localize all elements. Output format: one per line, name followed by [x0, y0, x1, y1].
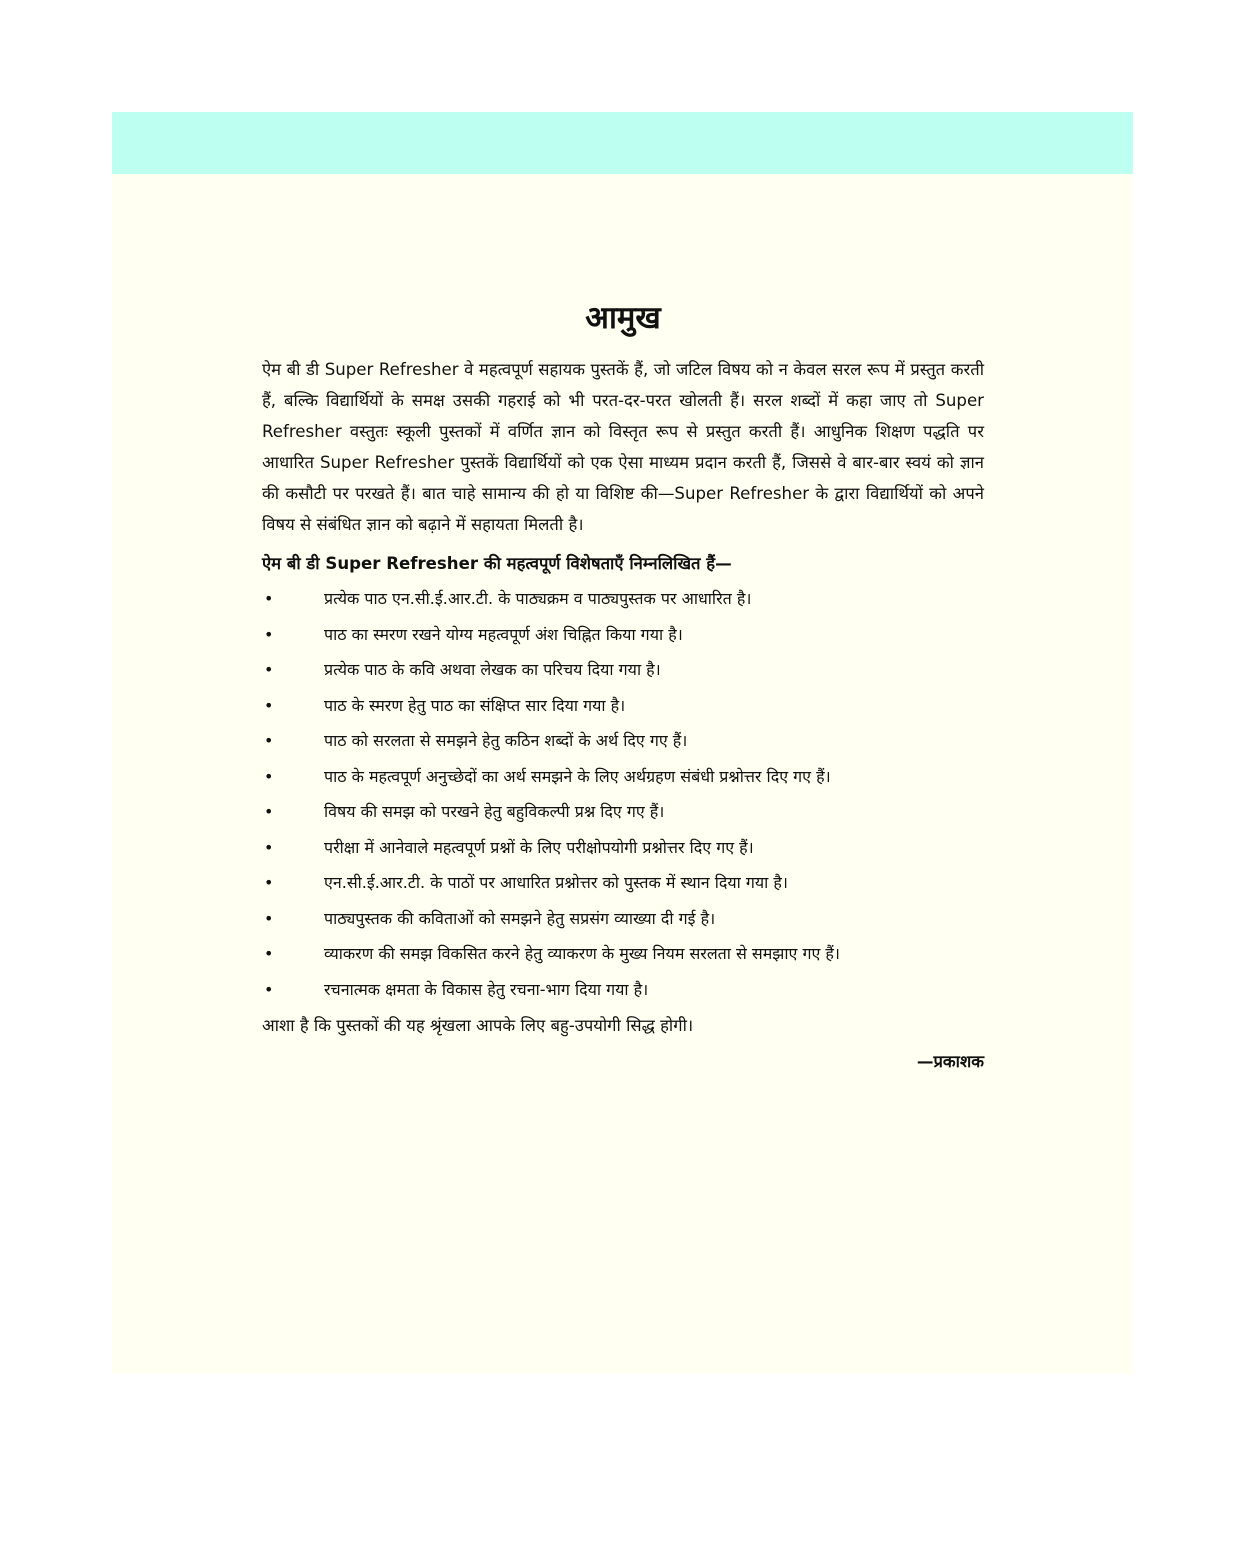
list-item [262, 972, 984, 1008]
list-item [262, 830, 984, 866]
feature-text: एन.सी.ई.आर.टी. के पाठों पर आधारित प्रश्नोत्तर को पुस्तक में स्थान दिया गया है। [324, 873, 788, 892]
list-item [262, 581, 984, 617]
closing-paragraph: आशा है कि पुस्तकों की यह श्रृंखला आपके लिए बहु-उपयोगी सिद्ध होगी। [262, 1016, 694, 1035]
bullet-icon: • [264, 695, 274, 715]
list-item [262, 723, 984, 759]
bullet-icon: • [264, 624, 274, 644]
feature-text: रचनात्मक क्षमता के विकास हेतु रचना-भाग दिया गया है। [324, 979, 649, 999]
bullet-icon: • [264, 944, 274, 963]
list-item [262, 936, 984, 972]
list-item [262, 688, 984, 724]
preface-content [262, 296, 984, 1080]
page-title: आमुख [585, 300, 661, 336]
features-list [262, 581, 984, 1007]
bullet-icon: • [264, 873, 274, 892]
feature-text: परीक्षा में आनेवाले महत्वपूर्ण प्रश्नों के लिए परीक्षोपयोगी प्रश्नोत्तर दिए गए हैं। [324, 837, 754, 857]
feature-text: विषय की समझ को परखने हेतु बहुविकल्पी प्रश्न दिए गए हैं। [324, 802, 665, 821]
list-item [262, 794, 984, 830]
bullet-icon: • [264, 766, 274, 786]
feature-text: प्रत्येक पाठ के कवि अथवा लेखक का परिचय दिया गया है। [324, 660, 661, 679]
bullet-icon: • [264, 979, 274, 999]
intro-paragraph: ऐम बी डी Super Refresher वे महत्वपूर्ण सहायक पुस्तकें हैं, जो जटिल विषय को न केवल सरल रूप में प्रस्तुत करती हैं, बल्कि विद्यार्थियों के समक्ष उसकी गहराई को भी परत-दर-परत खोलती हैं। सरल शब्दों में कहा जाए तो Super Refresher वस्तुतः स्कूली पुस्तकों में वर्णित ज्ञान को विस्तृत रूप से प्रस्तुत करती हैं। आधुनिक शिक्षण पद्धति पर आधारित Super Refresher पुस्तकें विद्यार्थियों को एक ऐसा माध्यम प्रदान करती हैं, जिससे वे बार-बार स्वयं को ज्ञान की कसौटी पर परखते हैं। बात चाहे सामान्य की हो या विशिष्ट की—Super Refresher के द्वारा विद्यार्थियों को अपने विषय से संबंधित ज्ञान को बढ़ाने में सहायता मिलती है। [262, 360, 984, 534]
feature-text: पाठ्यपुस्तक की कविताओं को समझने हेतु सप्रसंग व्याख्या दी गई है। [324, 908, 716, 928]
bullet-icon: • [264, 589, 274, 608]
list-item [262, 652, 984, 688]
list-item [262, 901, 984, 937]
publisher-signature: —प्रकाशक [916, 1052, 984, 1071]
list-item [262, 617, 984, 653]
feature-text: प्रत्येक पाठ एन.सी.ई.आर.टी. के पाठ्यक्रम व पाठ्यपुस्तक पर आधारित है। [324, 589, 752, 608]
header-band [112, 112, 1133, 174]
bullet-icon: • [264, 837, 274, 857]
features-heading: ऐम बी डी Super Refresher की महत्वपूर्ण विशेषताएँ निम्नलिखित हैं— [262, 554, 732, 573]
list-item [262, 759, 984, 795]
feature-text: पाठ को सरलता से समझने हेतु कठिन शब्दों के अर्थ दिए गए हैं। [324, 731, 688, 750]
bullet-icon: • [264, 660, 274, 679]
feature-text: पाठ के महत्वपूर्ण अनुच्छेदों का अर्थ समझने के लिए अर्थग्रहण संबंधी प्रश्नोत्तर दिए गए हैं। [324, 766, 831, 786]
list-item [262, 865, 984, 901]
bullet-icon: • [264, 731, 274, 750]
bullet-icon: • [264, 908, 274, 928]
bullet-icon: • [264, 802, 274, 821]
feature-text: पाठ के स्मरण हेतु पाठ का संक्षिप्त सार दिया गया है। [324, 695, 626, 715]
feature-text: व्याकरण की समझ विकसित करने हेतु व्याकरण के मुख्य नियम सरलता से समझाए गए हैं। [324, 944, 840, 963]
feature-text: पाठ का स्मरण रखने योग्य महत्वपूर्ण अंश चिह्नित किया गया है। [324, 624, 683, 644]
